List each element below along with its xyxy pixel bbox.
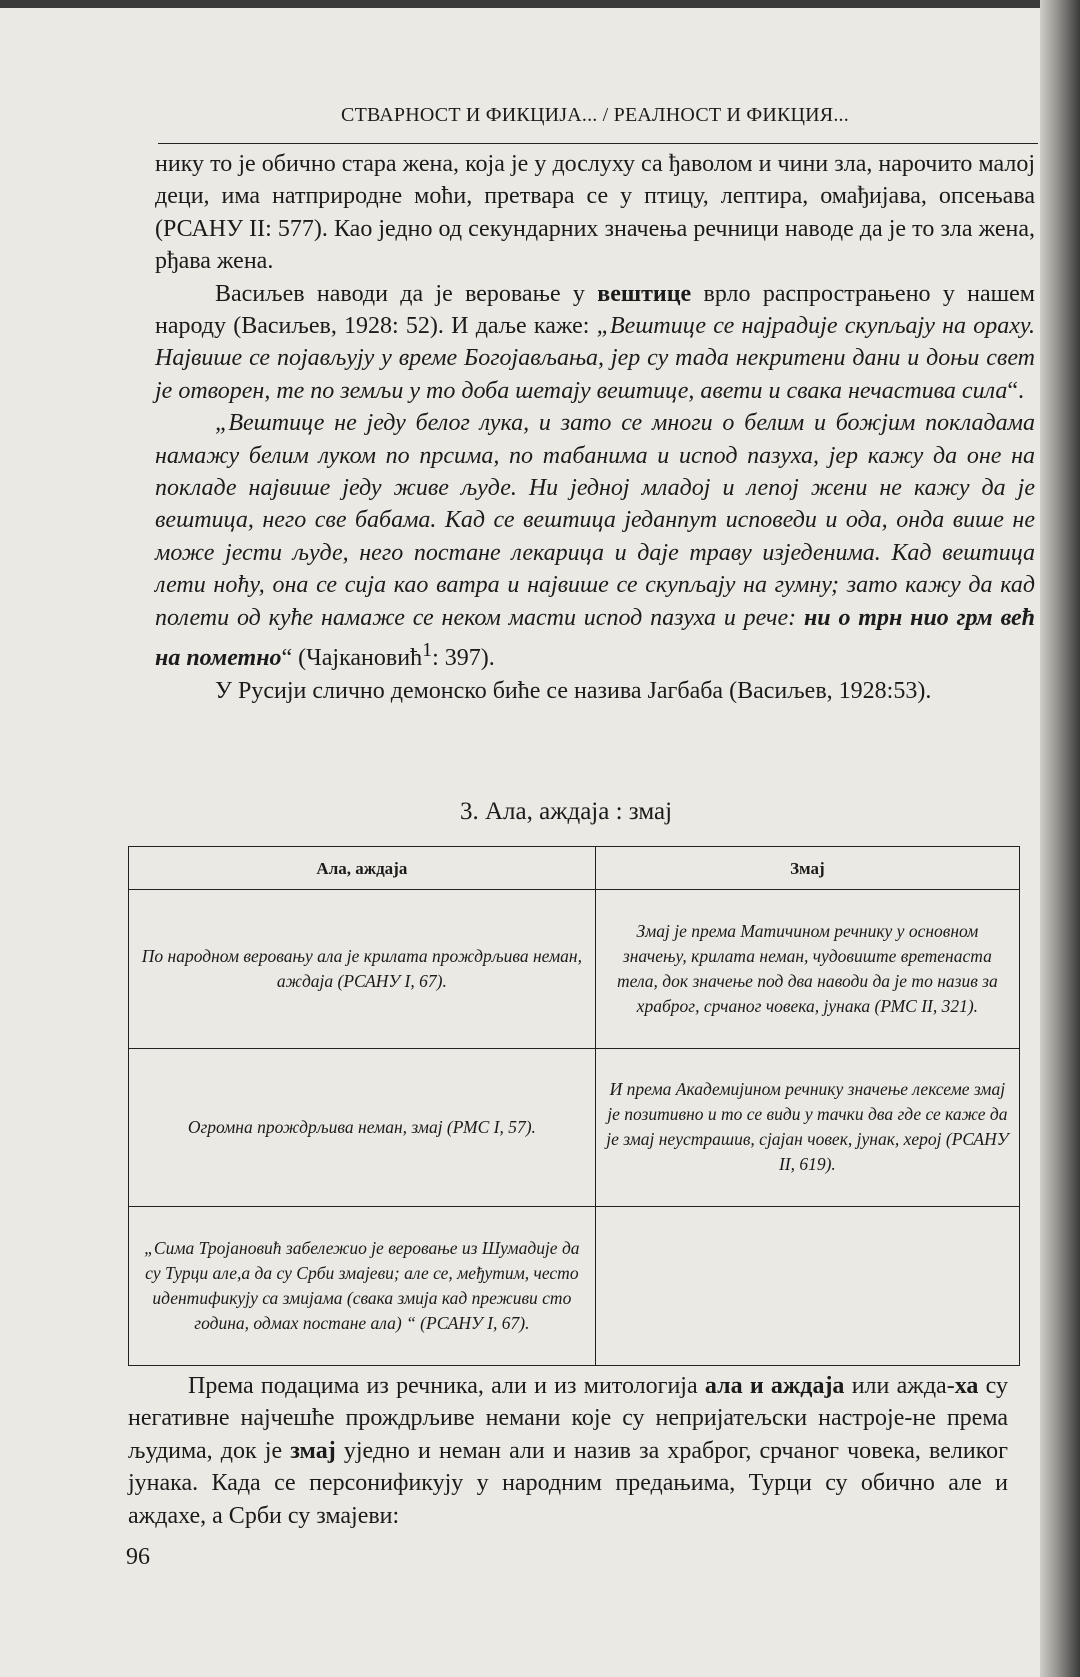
table-cell: По народном веровању ала је крилата прождрљива неман, аждаја (РСАНУ I, 67). bbox=[129, 890, 596, 1049]
p2-text-c: врло распрострањено у нашем народу (Васиљев, 1928: 52). И даље каже: bbox=[155, 280, 1035, 340]
book-spine-edge bbox=[1040, 0, 1080, 1677]
paragraph-1: нику то је обично стара жена, која је у дослуху са ђаволом и чини зла, нарочито малој деци, има натприродне моћи, претвара се у птицу, лептира, омађијава, опсењава (РСАНУ II: 577). Као једно од секундарних значења речници наводе да је то зла жена, рђава жена. bbox=[155, 151, 1035, 275]
p2-text-e: “. bbox=[1007, 377, 1024, 404]
closing-text-g: уједно и неман али и назив за храброг, срчаног човека, великог јунака. Када се персонификују у народним предањима, Турци су обично але и аждахе, а Срби су змајеви: bbox=[128, 1437, 1008, 1529]
table-row bbox=[129, 890, 1020, 1049]
header-rule bbox=[158, 143, 1038, 144]
p2-text-a: Васиљев наводи да је веровање у bbox=[215, 280, 598, 307]
table-header-row bbox=[129, 847, 1020, 890]
p2-quote: „Вештице се најрадије скупљају на ораху. Највише се појављују у време Богојављања, јер су тада некритени дани и доњи свет је отворен, те по земљи у то доба шетају вештице, авети и свака нечастива сила bbox=[155, 313, 1036, 404]
table-row bbox=[129, 1048, 1020, 1207]
table-cell: Огромна прождрљива неман, змај (РМС I, 57). bbox=[129, 1048, 596, 1207]
page-number: 96 bbox=[126, 1544, 150, 1570]
running-header: СТВАРНОСТ И ФИКЦИЈА... / РЕАЛНОСТ И ФИКЦИЯ... bbox=[341, 104, 849, 126]
p3-quote: „Вештице не једу белог лука, и зато се многи о белим и божјим покладама намажу белим луком по прсима, по табанима и испод пазуха, јер кажу да оне на покладе највише једу живе људе. Ни једној младој и лепој жени не кажу да је вештица, него све бабама. Кад се вештица једанпут исповеди и ода, онда више не може јести људе, него постане лекарица и даје траву изједенима. Кад вештица лети ноћу, она се сија као ватра и највише се скупљају на гумну; зато кажу да кад полети од куће намаже се неком масти испод пазуха и рече: bbox=[155, 410, 1035, 631]
table-cell: „Сима Тројановић забележио је веровање из Шумадије да су Турци але,а да су Срби змајеви; але се, међутим, често идентификују са змијама (свака змија кад преживи сто година, одмах постане ала) “ (РСАНУ I, 67). bbox=[129, 1207, 596, 1366]
table-header-ala: Ала, аждаја bbox=[129, 847, 596, 890]
p3-bold-quote: ни о трн нио грм већ на пометно bbox=[155, 604, 1035, 672]
comparison-table bbox=[128, 846, 1020, 1366]
table-header-zmaj: Змај bbox=[595, 847, 1019, 890]
closing-bold-ala: ала и аждаја bbox=[704, 1373, 845, 1399]
closing-text-c: или ажда- bbox=[844, 1373, 955, 1399]
section-title: 3. Ала, аждаја : змај bbox=[460, 798, 673, 825]
closing-paragraph bbox=[128, 1370, 1008, 1532]
body-text bbox=[155, 148, 1035, 707]
p2-bold-term: вештице bbox=[597, 280, 692, 307]
closing-bold-ha: ха bbox=[954, 1373, 979, 1399]
closing-text-a: Према подацима из речника, али и из митологија bbox=[188, 1373, 705, 1399]
table-cell: Змај је према Матичином речнику у основном значењу, крилата неман, чудовиште вретенаста тела, док значење под два наводи да је то назив за храброг, срчаног човека, јунака (РМС II, 321). bbox=[595, 890, 1019, 1049]
book-page bbox=[0, 8, 1064, 1677]
p3-citation: “ (Чајкановић bbox=[281, 645, 423, 672]
closing-text-e: су негативне најчешће прождрљиве немани које су непријатељски настроје-не према људима, док је bbox=[128, 1373, 1008, 1464]
table-cell: И према Академијином речнику значење лексеме змај је позитивно и то се види у тачки два где се каже да је змај неустрашив, сјајан човек, јунак, херој (РСАНУ II, 619). bbox=[595, 1048, 1019, 1207]
paragraph-4: У Русији слично демонско биће се назива Јагбаба (Васиљев, 1928:53). bbox=[215, 677, 932, 704]
closing-bold-zmaj: змај bbox=[290, 1437, 336, 1464]
table-row bbox=[129, 1207, 1020, 1366]
p3-citation-end: : 397). bbox=[432, 645, 495, 672]
table-cell bbox=[595, 1207, 1019, 1366]
paragraph-3 bbox=[155, 407, 1035, 674]
p3-superscript: 1 bbox=[422, 639, 433, 662]
paragraph-2 bbox=[155, 278, 1035, 408]
